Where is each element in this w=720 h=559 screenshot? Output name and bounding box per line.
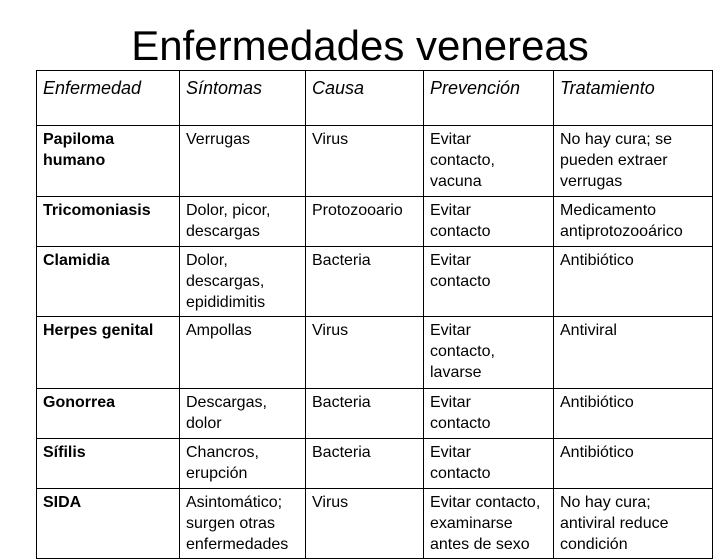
prevention-text: Evitar contacto bbox=[430, 394, 491, 432]
cause-text: Virus bbox=[312, 131, 349, 148]
disease-name: Herpes genital bbox=[43, 322, 154, 339]
symptoms-text: Asintomático; surgen otras enfermedades bbox=[186, 494, 289, 553]
disease-name: Papiloma humano bbox=[43, 131, 115, 169]
table-header-row bbox=[37, 71, 713, 126]
table-row bbox=[37, 197, 713, 247]
prevention-text: Evitar contacto, lavarse bbox=[430, 322, 495, 381]
cause-cell bbox=[306, 126, 424, 197]
page-title: Enfermedades venereas bbox=[131, 22, 589, 69]
treatment-text: Medicamento antiprotozooárico bbox=[560, 202, 683, 240]
treatment-cell bbox=[554, 126, 713, 197]
disease-cell bbox=[37, 247, 180, 317]
cause-text: Virus bbox=[312, 322, 349, 339]
prevention-cell bbox=[424, 126, 554, 197]
cause-text: Bacteria bbox=[312, 444, 371, 461]
prevention-text: Evitar contacto, examinarse antes de sexo bbox=[430, 494, 541, 553]
cause-cell bbox=[306, 247, 424, 317]
symptoms-text: Verrugas bbox=[186, 131, 251, 148]
treatment-cell bbox=[554, 389, 713, 439]
prevention-text: Evitar contacto bbox=[430, 444, 491, 482]
cause-cell bbox=[306, 489, 424, 559]
diseases-table bbox=[36, 70, 713, 559]
symptoms-text: Descargas, dolor bbox=[186, 394, 267, 432]
symptoms-cell bbox=[180, 247, 306, 317]
table-row bbox=[37, 247, 713, 317]
cause-cell bbox=[306, 317, 424, 389]
treatment-cell bbox=[554, 439, 713, 489]
treatment-text: Antiviral bbox=[560, 322, 617, 339]
prevention-text: Evitar contacto, vacuna bbox=[430, 131, 495, 190]
disease-cell bbox=[37, 389, 180, 439]
header-prevencion: Prevención bbox=[424, 71, 554, 126]
disease-cell bbox=[37, 439, 180, 489]
symptoms-text: Chancros, erupción bbox=[186, 444, 259, 482]
disease-name: SIDA bbox=[43, 494, 82, 511]
disease-name: Clamidia bbox=[43, 252, 110, 269]
header-causa: Causa bbox=[306, 71, 424, 126]
treatment-text: Antibiótico bbox=[560, 444, 634, 461]
treatment-text: Antibiótico bbox=[560, 252, 634, 269]
disease-name: Sífilis bbox=[43, 444, 86, 461]
table-row bbox=[37, 439, 713, 489]
cause-cell bbox=[306, 389, 424, 439]
prevention-text: Evitar contacto bbox=[430, 252, 491, 290]
disease-name: Gonorrea bbox=[43, 394, 116, 411]
disease-cell bbox=[37, 197, 180, 247]
table-row bbox=[37, 317, 713, 389]
table-row bbox=[37, 389, 713, 439]
symptoms-text: Dolor, descargas, epididimitis bbox=[186, 252, 266, 311]
cause-text: Bacteria bbox=[312, 252, 371, 269]
symptoms-cell bbox=[180, 489, 306, 559]
prevention-cell bbox=[424, 317, 554, 389]
cause-cell bbox=[306, 439, 424, 489]
table-row bbox=[37, 489, 713, 559]
header-enfermedad: Enfermedad bbox=[37, 71, 180, 126]
cause-text: Protozooario bbox=[312, 202, 403, 219]
table-row bbox=[37, 126, 713, 197]
disease-cell bbox=[37, 317, 180, 389]
symptoms-cell bbox=[180, 389, 306, 439]
symptoms-text: Ampollas bbox=[186, 322, 252, 339]
prevention-cell bbox=[424, 247, 554, 317]
treatment-cell bbox=[554, 489, 713, 559]
treatment-cell bbox=[554, 197, 713, 247]
prevention-cell bbox=[424, 389, 554, 439]
prevention-cell bbox=[424, 489, 554, 559]
disease-cell bbox=[37, 126, 180, 197]
header-tratamiento: Tratamiento bbox=[554, 71, 713, 126]
cause-text: Bacteria bbox=[312, 394, 371, 411]
symptoms-cell bbox=[180, 317, 306, 389]
treatment-text: No hay cura; se pueden extraer verrugas bbox=[560, 131, 673, 190]
symptoms-cell bbox=[180, 197, 306, 247]
symptoms-cell bbox=[180, 126, 306, 197]
header-sintomas: Síntomas bbox=[180, 71, 306, 126]
cause-cell bbox=[306, 197, 424, 247]
prevention-text: Evitar contacto bbox=[430, 202, 491, 240]
disease-cell bbox=[37, 489, 180, 559]
treatment-cell bbox=[554, 247, 713, 317]
symptoms-text: Dolor, picor, descargas bbox=[186, 202, 271, 240]
treatment-cell bbox=[554, 317, 713, 389]
treatment-text: Antibiótico bbox=[560, 394, 634, 411]
cause-text: Virus bbox=[312, 494, 349, 511]
prevention-cell bbox=[424, 439, 554, 489]
symptoms-cell bbox=[180, 439, 306, 489]
prevention-cell bbox=[424, 197, 554, 247]
disease-name: Tricomoniasis bbox=[43, 202, 151, 219]
treatment-text: No hay cura; antiviral reduce condición bbox=[560, 494, 669, 553]
